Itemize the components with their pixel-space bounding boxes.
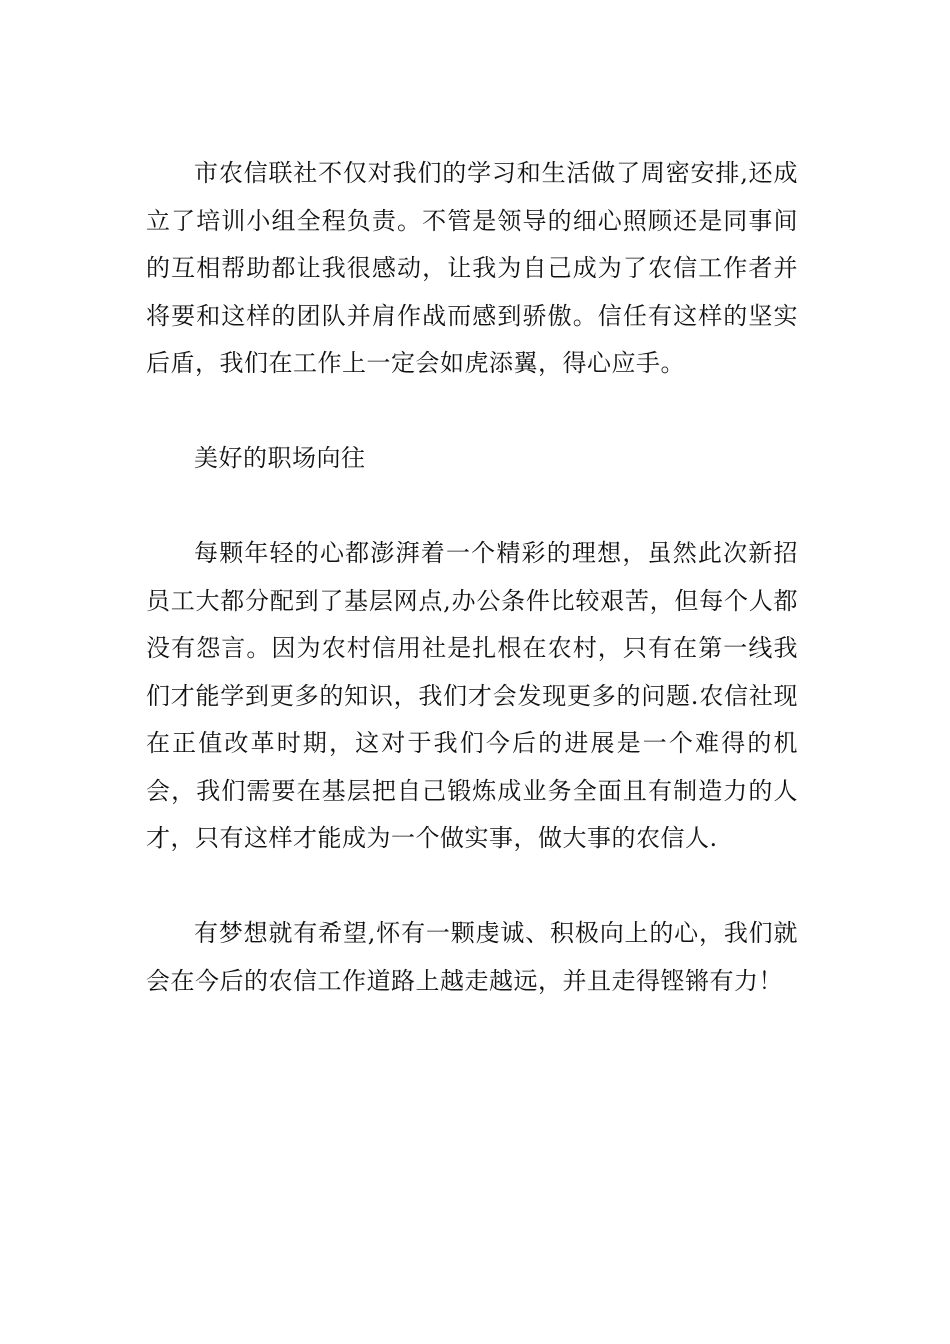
paragraph-spacer xyxy=(146,483,798,531)
paragraph-spacer xyxy=(146,863,798,911)
paragraph-training-support: 市农信联社不仅对我们的学习和生活做了周密安排,还成立了培训小组全程负责。不管是领导的细心照顾还是同事间的互相帮助都让我很感动，让我为自己成为了农信工作者并将要和这样的团队并肩作战而感到骄傲。信任有这样的坚实后盾，我们在工作上一定会如虎添翼，得心应手。 xyxy=(146,159,798,377)
paragraph-spacer xyxy=(146,388,798,436)
document-body xyxy=(146,150,798,1005)
paragraph-career-aspiration: 每颗年轻的心都澎湃着一个精彩的理想，虽然此次新招员工大都分配到了基层网点,办公条件比较艰苦，但每个人都没有怨言。因为农村信用社是扎根在农村，只有在第一线我们才能学到更多的知识，我们才会发现更多的问题.农信社现在正值改革时期，这对于我们今后的进展是一个难得的机会，我们需要在基层把自己锻炼成业务全面且有制造力的人才，只有这样才能成为一个做实事，做大事的农信人. xyxy=(146,539,798,852)
section-heading: 美好的职场向往 xyxy=(194,444,366,472)
paragraph-closing: 有梦想就有希望,怀有一颗虔诚、积极向上的心，我们就会在今后的农信工作道路上越走越远，并且走得铿锵有力！ xyxy=(146,919,798,995)
